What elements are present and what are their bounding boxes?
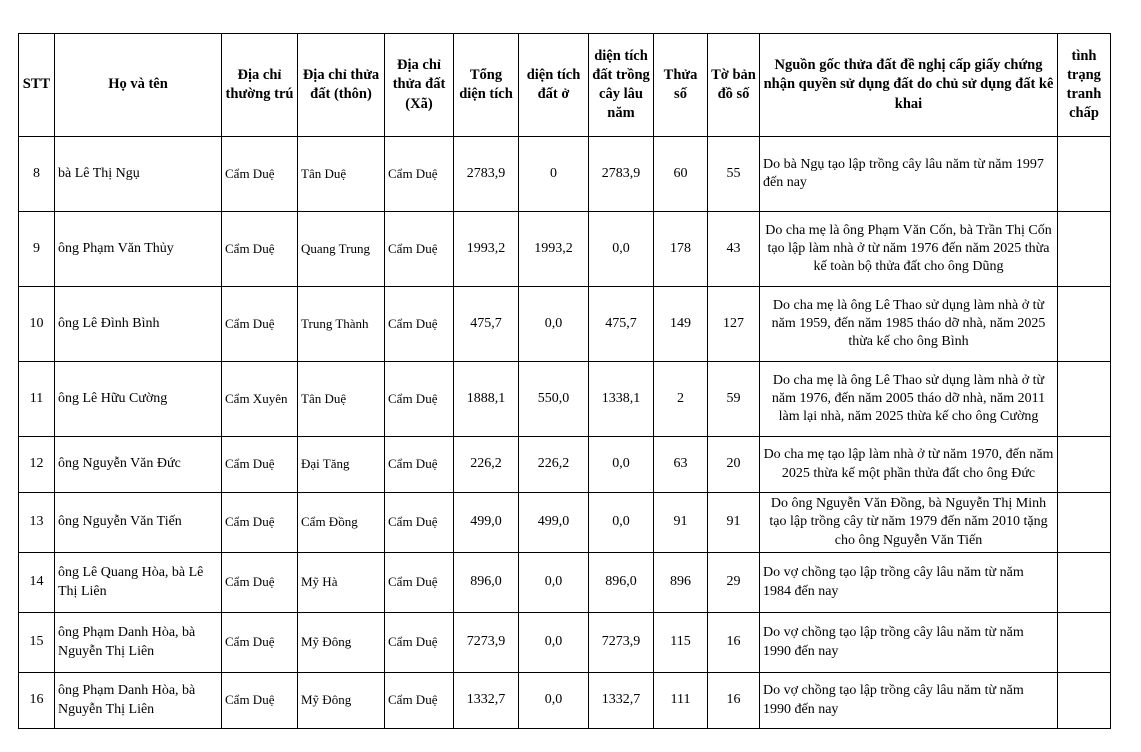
cell-map-sheet-no: 55 [708,137,760,212]
cell-total-area: 475,7 [454,287,519,362]
cell-village: Cẩm Đồng [298,493,385,553]
cell-perennial-area: 7273,9 [589,613,654,673]
cell-origin: Do cha mẹ là ông Lê Thao sử dụng làm nhà ở từ năm 1959, đến năm 1985 tháo dỡ nhà, năm 2025 thừa kế cho ông Bình [760,287,1058,362]
cell-residential-area: 226,2 [519,437,589,493]
cell-stt: 11 [19,362,55,437]
cell-perennial-area: 896,0 [589,553,654,613]
cell-stt: 9 [19,212,55,287]
cell-total-area: 7273,9 [454,613,519,673]
cell-village: Quang Trung [298,212,385,287]
cell-name: ông Lê Hữu Cường [55,362,222,437]
cell-permanent-address: Cẩm Duệ [222,437,298,493]
cell-perennial-area: 2783,9 [589,137,654,212]
header-permanent-address: Địa chỉ thường trú [222,34,298,137]
table-row [19,437,1111,493]
cell-village: Mỹ Đông [298,673,385,729]
cell-perennial-area: 1332,7 [589,673,654,729]
cell-map-sheet-no: 16 [708,673,760,729]
cell-map-sheet-no: 29 [708,553,760,613]
cell-dispute [1058,613,1111,673]
cell-dispute [1058,553,1111,613]
cell-permanent-address: Cẩm Duệ [222,613,298,673]
cell-permanent-address: Cẩm Duệ [222,493,298,553]
cell-parcel-no: 178 [654,212,708,287]
header-dispute: tình trạng tranh chấp [1058,34,1111,137]
cell-total-area: 226,2 [454,437,519,493]
cell-permanent-address: Cẩm Duệ [222,673,298,729]
cell-stt: 12 [19,437,55,493]
cell-village: Mỹ Đông [298,613,385,673]
cell-residential-area: 0,0 [519,673,589,729]
cell-stt: 13 [19,493,55,553]
cell-stt: 15 [19,613,55,673]
cell-permanent-address: Cẩm Duệ [222,553,298,613]
cell-origin: Do ông Nguyễn Văn Đồng, bà Nguyễn Thị Minh tạo lập trồng cây từ năm 1979 đến năm 2010 tặng cho ông Nguyễn Văn Tiến [760,493,1058,553]
cell-perennial-area: 0,0 [589,493,654,553]
cell-parcel-no: 111 [654,673,708,729]
cell-perennial-area: 475,7 [589,287,654,362]
header-parcel-address-commune: Địa chỉ thửa đất (Xã) [385,34,454,137]
cell-stt: 8 [19,137,55,212]
cell-parcel-no: 63 [654,437,708,493]
cell-dispute [1058,437,1111,493]
cell-stt: 14 [19,553,55,613]
land-registry-document [18,33,1111,729]
header-parcel-address-village: Địa chỉ thửa đất (thôn) [298,34,385,137]
cell-origin: Do vợ chồng tạo lập trồng cây lâu năm từ năm 1990 đến nay [760,673,1058,729]
cell-perennial-area: 0,0 [589,437,654,493]
cell-map-sheet-no: 127 [708,287,760,362]
table-row [19,673,1111,729]
cell-origin: Do vợ chồng tạo lập trồng cây lâu năm từ năm 1990 đến nay [760,613,1058,673]
cell-village: Mỹ Hà [298,553,385,613]
cell-map-sheet-no: 43 [708,212,760,287]
cell-residential-area: 499,0 [519,493,589,553]
table-row [19,493,1111,553]
cell-parcel-no: 115 [654,613,708,673]
land-parcel-table [18,33,1111,729]
cell-map-sheet-no: 20 [708,437,760,493]
cell-commune: Cẩm Duệ [385,137,454,212]
cell-total-area: 896,0 [454,553,519,613]
cell-commune: Cẩm Duệ [385,212,454,287]
cell-name: bà Lê Thị Ngụ [55,137,222,212]
cell-name: ông Phạm Danh Hòa, bà Nguyễn Thị Liên [55,613,222,673]
table-row [19,137,1111,212]
cell-village: Tân Duệ [298,362,385,437]
table-row [19,212,1111,287]
cell-perennial-area: 1338,1 [589,362,654,437]
cell-perennial-area: 0,0 [589,212,654,287]
cell-total-area: 1888,1 [454,362,519,437]
cell-name: ông Lê Đình Bình [55,287,222,362]
cell-parcel-no: 60 [654,137,708,212]
table-row [19,613,1111,673]
cell-commune: Cẩm Duệ [385,673,454,729]
cell-name: ông Lê Quang Hòa, bà Lê Thị Liên [55,553,222,613]
cell-parcel-no: 896 [654,553,708,613]
cell-commune: Cẩm Duệ [385,437,454,493]
cell-village: Đại Tăng [298,437,385,493]
cell-dispute [1058,212,1111,287]
cell-commune: Cẩm Duệ [385,493,454,553]
cell-commune: Cẩm Duệ [385,613,454,673]
cell-permanent-address: Cẩm Duệ [222,212,298,287]
cell-name: ông Nguyễn Văn Tiến [55,493,222,553]
cell-map-sheet-no: 91 [708,493,760,553]
cell-origin: Do cha mẹ là ông Phạm Văn Cốn, bà Trần Thị Cốn tạo lập làm nhà ở từ năm 1976 đến năm 2025 thừa kế toàn bộ thửa đất cho ông Dũng [760,212,1058,287]
cell-permanent-address: Cẩm Xuyên [222,362,298,437]
cell-origin: Do cha mẹ tạo lập làm nhà ở từ năm 1970, đến năm 2025 thừa kế một phần thửa đất cho ông Đức [760,437,1058,493]
table-row [19,287,1111,362]
cell-village: Trung Thành [298,287,385,362]
cell-commune: Cẩm Duệ [385,553,454,613]
header-total-area: Tổng diện tích [454,34,519,137]
cell-residential-area: 0,0 [519,613,589,673]
header-residential-area: diện tích đất ở [519,34,589,137]
cell-dispute [1058,137,1111,212]
header-perennial-area: diện tích đất trồng cây lâu năm [589,34,654,137]
cell-total-area: 1993,2 [454,212,519,287]
cell-residential-area: 0,0 [519,553,589,613]
table-header-row [19,34,1111,137]
cell-permanent-address: Cẩm Duệ [222,137,298,212]
cell-parcel-no: 2 [654,362,708,437]
cell-origin: Do bà Ngụ tạo lập trồng cây lâu năm từ năm 1997 đến nay [760,137,1058,212]
cell-map-sheet-no: 59 [708,362,760,437]
cell-village: Tân Duệ [298,137,385,212]
header-stt: STT [19,34,55,137]
cell-commune: Cẩm Duệ [385,362,454,437]
cell-map-sheet-no: 16 [708,613,760,673]
cell-total-area: 2783,9 [454,137,519,212]
cell-total-area: 1332,7 [454,673,519,729]
cell-name: ông Phạm Văn Thủy [55,212,222,287]
header-origin: Nguồn gốc thửa đất đề nghị cấp giấy chứng nhận quyền sử dụng đất do chủ sử dụng đất kê khai [760,34,1058,137]
header-parcel-no: Thửa số [654,34,708,137]
cell-residential-area: 0 [519,137,589,212]
cell-name: ông Nguyễn Văn Đức [55,437,222,493]
cell-name: ông Phạm Danh Hòa, bà Nguyễn Thị Liên [55,673,222,729]
cell-stt: 16 [19,673,55,729]
cell-origin: Do cha mẹ là ông Lê Thao sử dụng làm nhà ở từ năm 1976, đến năm 2005 tháo dỡ nhà, năm 2011 làm lại nhà, năm 2025 thừa kế cho ông Cường [760,362,1058,437]
cell-dispute [1058,493,1111,553]
cell-commune: Cẩm Duệ [385,287,454,362]
cell-stt: 10 [19,287,55,362]
table-row [19,362,1111,437]
cell-origin: Do vợ chồng tạo lập trồng cây lâu năm từ năm 1984 đến nay [760,553,1058,613]
cell-parcel-no: 91 [654,493,708,553]
cell-permanent-address: Cẩm Duệ [222,287,298,362]
cell-total-area: 499,0 [454,493,519,553]
cell-parcel-no: 149 [654,287,708,362]
cell-residential-area: 0,0 [519,287,589,362]
cell-residential-area: 1993,2 [519,212,589,287]
cell-dispute [1058,673,1111,729]
cell-residential-area: 550,0 [519,362,589,437]
table-row [19,553,1111,613]
header-name: Họ và tên [55,34,222,137]
cell-dispute [1058,362,1111,437]
cell-dispute [1058,287,1111,362]
header-map-sheet-no: Tờ bản đồ số [708,34,760,137]
